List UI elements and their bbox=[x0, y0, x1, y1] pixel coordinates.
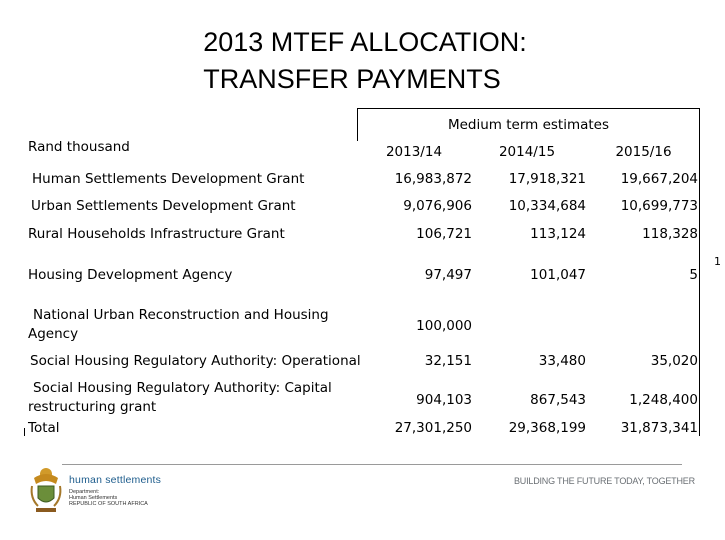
table-cell-2015-16: 35,020 bbox=[650, 353, 698, 369]
table-total-2015-16: 31,873,341 bbox=[620, 420, 698, 436]
table-cell-2015-16: 118,328 bbox=[642, 226, 698, 242]
table-cell-2013-14: 100,000 bbox=[416, 318, 472, 334]
table-cell-2014-15: 113,124 bbox=[530, 226, 586, 242]
table-cell-2013-14: 9,076,906 bbox=[403, 198, 472, 214]
table-cell-2015-16: 1,248,400 bbox=[629, 392, 698, 408]
table-row-label: Social Housing Regulatory Authority: Capital restructuring grant bbox=[28, 380, 332, 415]
table-row-label: Social Housing Regulatory Authority: Operational bbox=[30, 353, 361, 369]
brand-name: human settlements bbox=[69, 474, 162, 486]
table-cell-2013-14: 97,497 bbox=[424, 267, 472, 283]
table-cell-2014-15: 867,543 bbox=[530, 392, 586, 408]
table-cell-2015-16: 5 bbox=[689, 267, 698, 283]
year-header-2014-15: 2014/15 bbox=[498, 144, 556, 160]
table-cell-2013-14: 904,103 bbox=[416, 392, 472, 408]
brand-sub-line: REPUBLIC OF SOUTH AFRICA bbox=[69, 501, 148, 507]
table-left-tick bbox=[24, 428, 25, 436]
table-row-label: National Urban Reconstruction and Housing Agency bbox=[28, 307, 329, 342]
brand-department bbox=[69, 489, 148, 507]
table-cell-2015-16: 10,699,773 bbox=[620, 198, 698, 214]
table-top-border bbox=[357, 108, 700, 109]
medium-term-estimates-header: Medium term estimates bbox=[447, 117, 610, 133]
page-title-line-2: TRANSFER PAYMENTS bbox=[203, 64, 501, 94]
coat-of-arms-icon bbox=[28, 464, 64, 516]
year-header-2013-14: 2013/14 bbox=[385, 144, 443, 160]
transfer-payments-table bbox=[24, 108, 700, 436]
table-cell-2014-15: 101,047 bbox=[530, 267, 586, 283]
table-cell-2015-16: 19,667,204 bbox=[620, 171, 698, 187]
table-cell-2013-14: 106,721 bbox=[416, 226, 472, 242]
table-cell-2014-15: 17,918,321 bbox=[508, 171, 586, 187]
table-cell-2013-14: 16,983,872 bbox=[394, 171, 472, 187]
year-header-2015-16: 2015/16 bbox=[615, 144, 672, 160]
page-title-line-1: 2013 MTEF ALLOCATION: bbox=[203, 27, 527, 57]
footer-divider bbox=[62, 464, 682, 465]
footer-tagline: BUILDING THE FUTURE TODAY, TOGETHER bbox=[514, 476, 695, 486]
table-total-label: Total bbox=[28, 420, 60, 436]
table-cell-2014-15: 33,480 bbox=[538, 353, 586, 369]
table-right-border bbox=[699, 108, 700, 436]
table-cell-2014-15: 10,334,684 bbox=[508, 198, 586, 214]
table-row-label: Rural Households Infrastructure Grant bbox=[28, 226, 285, 242]
table-total-2013-14: 27,301,250 bbox=[394, 420, 472, 436]
brand-sub-line: Department: bbox=[69, 489, 100, 495]
rand-thousand-header: Rand thousand bbox=[28, 139, 130, 155]
table-row-label: Urban Settlements Development Grant bbox=[31, 198, 296, 214]
table-row-label: Human Settlements Development Grant bbox=[32, 171, 305, 187]
cut-off-glyph: 1 bbox=[714, 255, 721, 268]
table-row-label: Housing Development Agency bbox=[28, 267, 233, 283]
brand-sub-line: Human Settlements bbox=[69, 495, 118, 501]
table-cell-2013-14: 32,151 bbox=[424, 353, 472, 369]
table-total-2014-15: 29,368,199 bbox=[508, 420, 586, 436]
